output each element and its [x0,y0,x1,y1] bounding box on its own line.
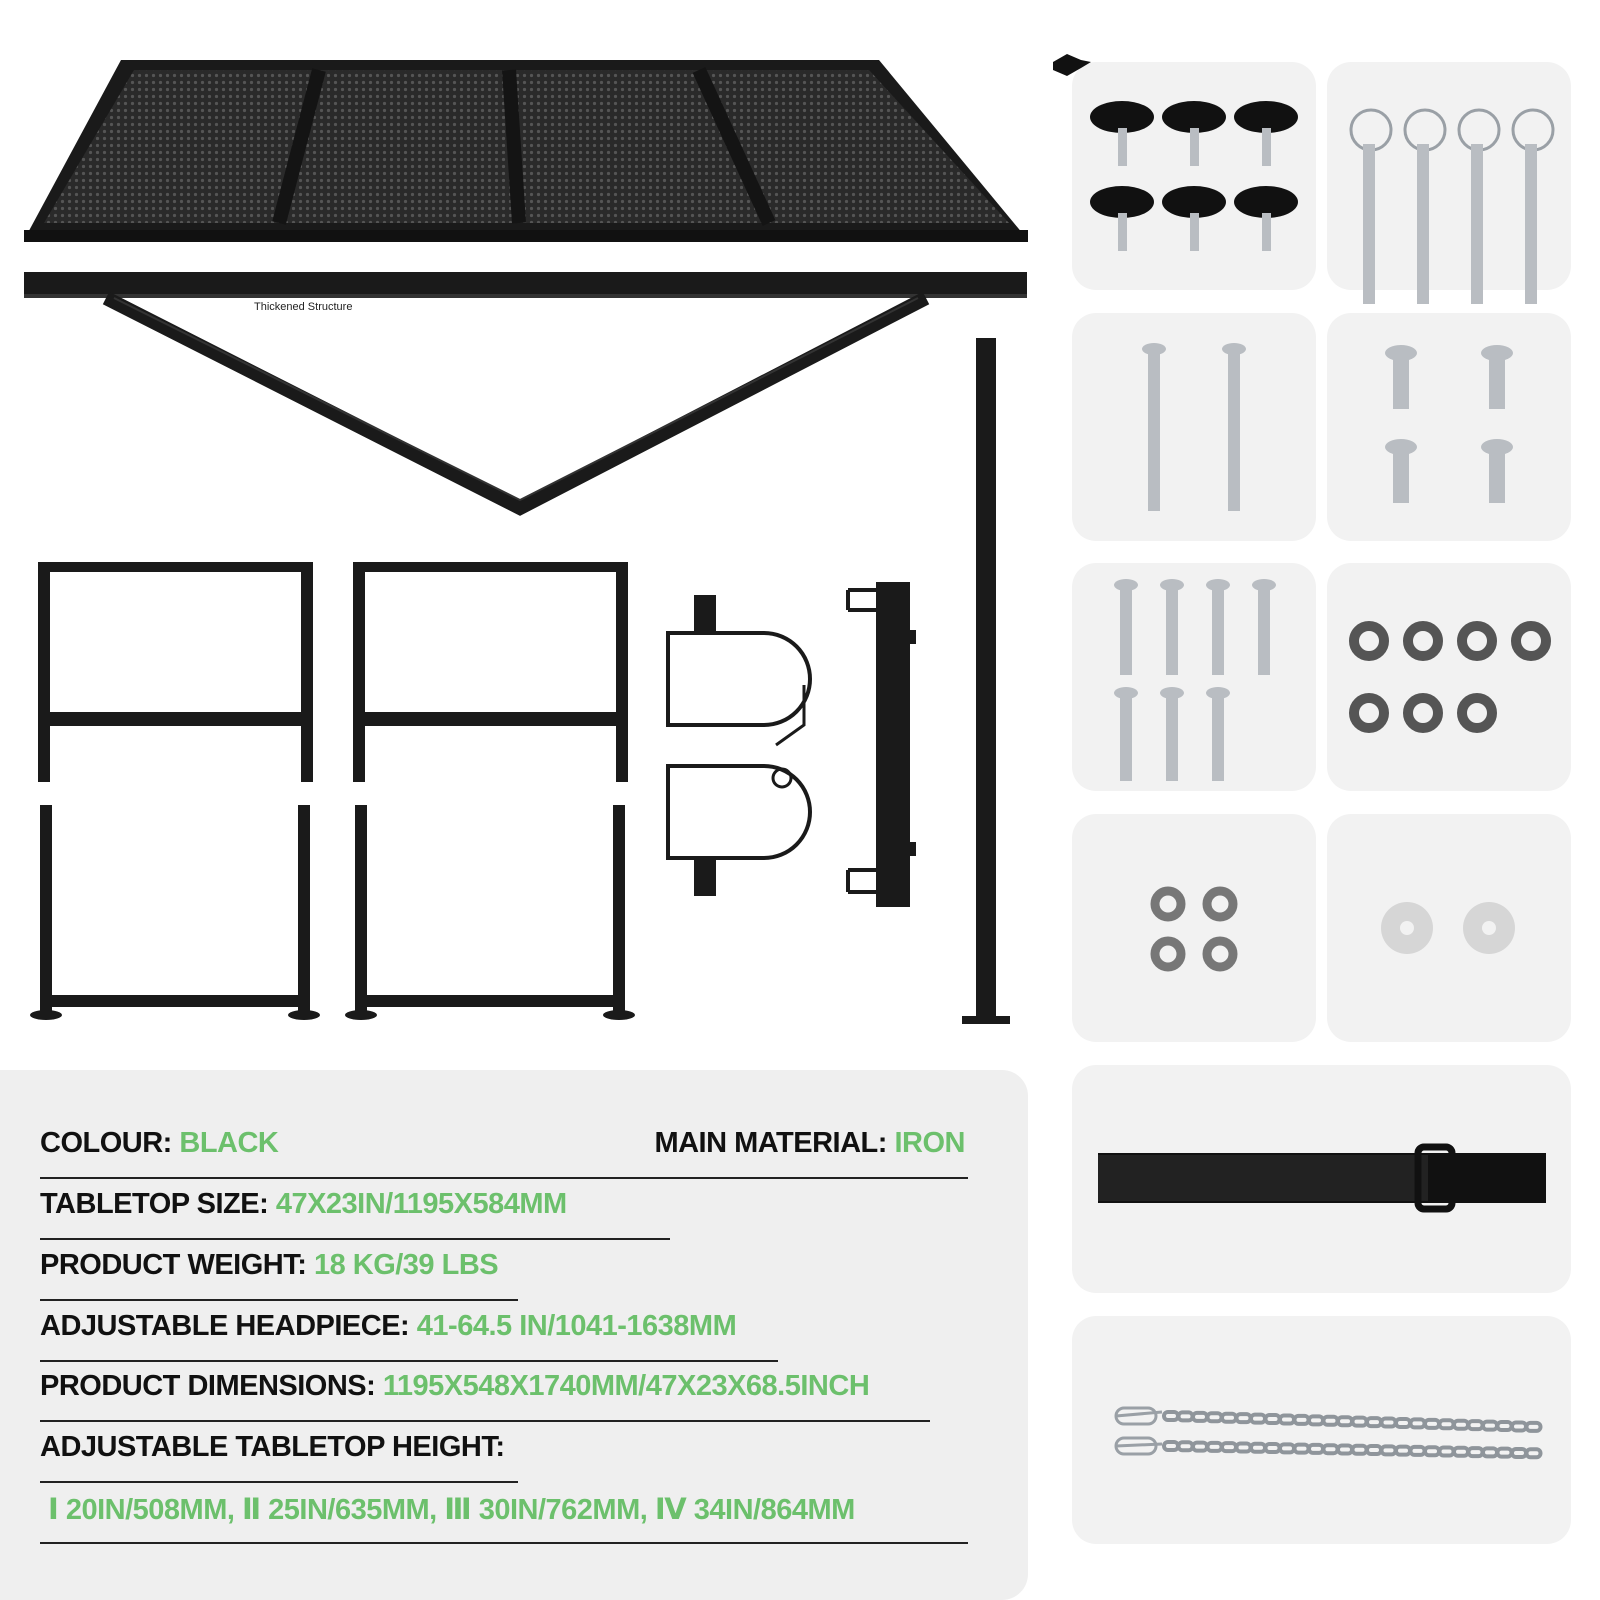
nut-icon [1327,563,1571,791]
strap-icon [1072,1065,1571,1293]
headpiece-post [960,338,1020,1028]
spec-tabletop-size: TABLETOP SIZE: 47X23IN/1195X584MM [40,1188,567,1220]
divider [40,1177,968,1179]
divider [40,1420,930,1422]
spec-tabletop-height-values: Ⅰ 20IN/508MM, Ⅱ 25IN/635MM, Ⅲ 30IN/762MM, Ⅳ 34IN/864MM [48,1494,855,1526]
thickened-structure-label: Thickened Structure [254,301,353,313]
medium-bolt-icon [1072,563,1316,791]
lock-nut-icon [1072,814,1316,1042]
ankle-hook-upper [664,595,824,755]
divider [40,1299,518,1301]
spec-adjustable-tabletop-height: ADJUSTABLE TABLETOP HEIGHT: [40,1431,505,1463]
divider [40,1481,518,1483]
spec-main-material: MAIN MATERIAL: IRON [654,1127,965,1159]
leg-frame-lower-right [345,805,635,1025]
hitch-pin-icon [1327,62,1571,290]
washer-icon [1327,814,1571,1042]
spec-product-dimensions: PRODUCT DIMENSIONS: 1195X548X1740MM/47X23X68.5INCH [40,1370,870,1402]
leg-frame-upper-left [38,562,313,782]
spec-product-weight: PRODUCT WEIGHT: 18 KG/39 LBS [40,1249,499,1281]
thickened-support-brace [24,272,1034,522]
divider [40,1238,670,1240]
star-knob-icon [1072,62,1316,290]
divider [40,1542,968,1544]
short-bolt-icon [1327,313,1571,541]
leg-frame-lower-left [30,805,320,1025]
leg-frame-upper-right [353,562,628,782]
adjustment-bracket [846,580,926,910]
ankle-hook-lower [664,760,824,920]
tabletop-mesh-panel [24,58,1054,248]
divider [40,1360,778,1362]
long-bolt-icon [1072,313,1316,541]
chain-icon [1072,1316,1571,1544]
spec-adjustable-headpiece: ADJUSTABLE HEADPIECE: 41-64.5 IN/1041-1638MM [40,1310,737,1342]
spec-colour: COLOUR: BLACK [40,1127,279,1159]
